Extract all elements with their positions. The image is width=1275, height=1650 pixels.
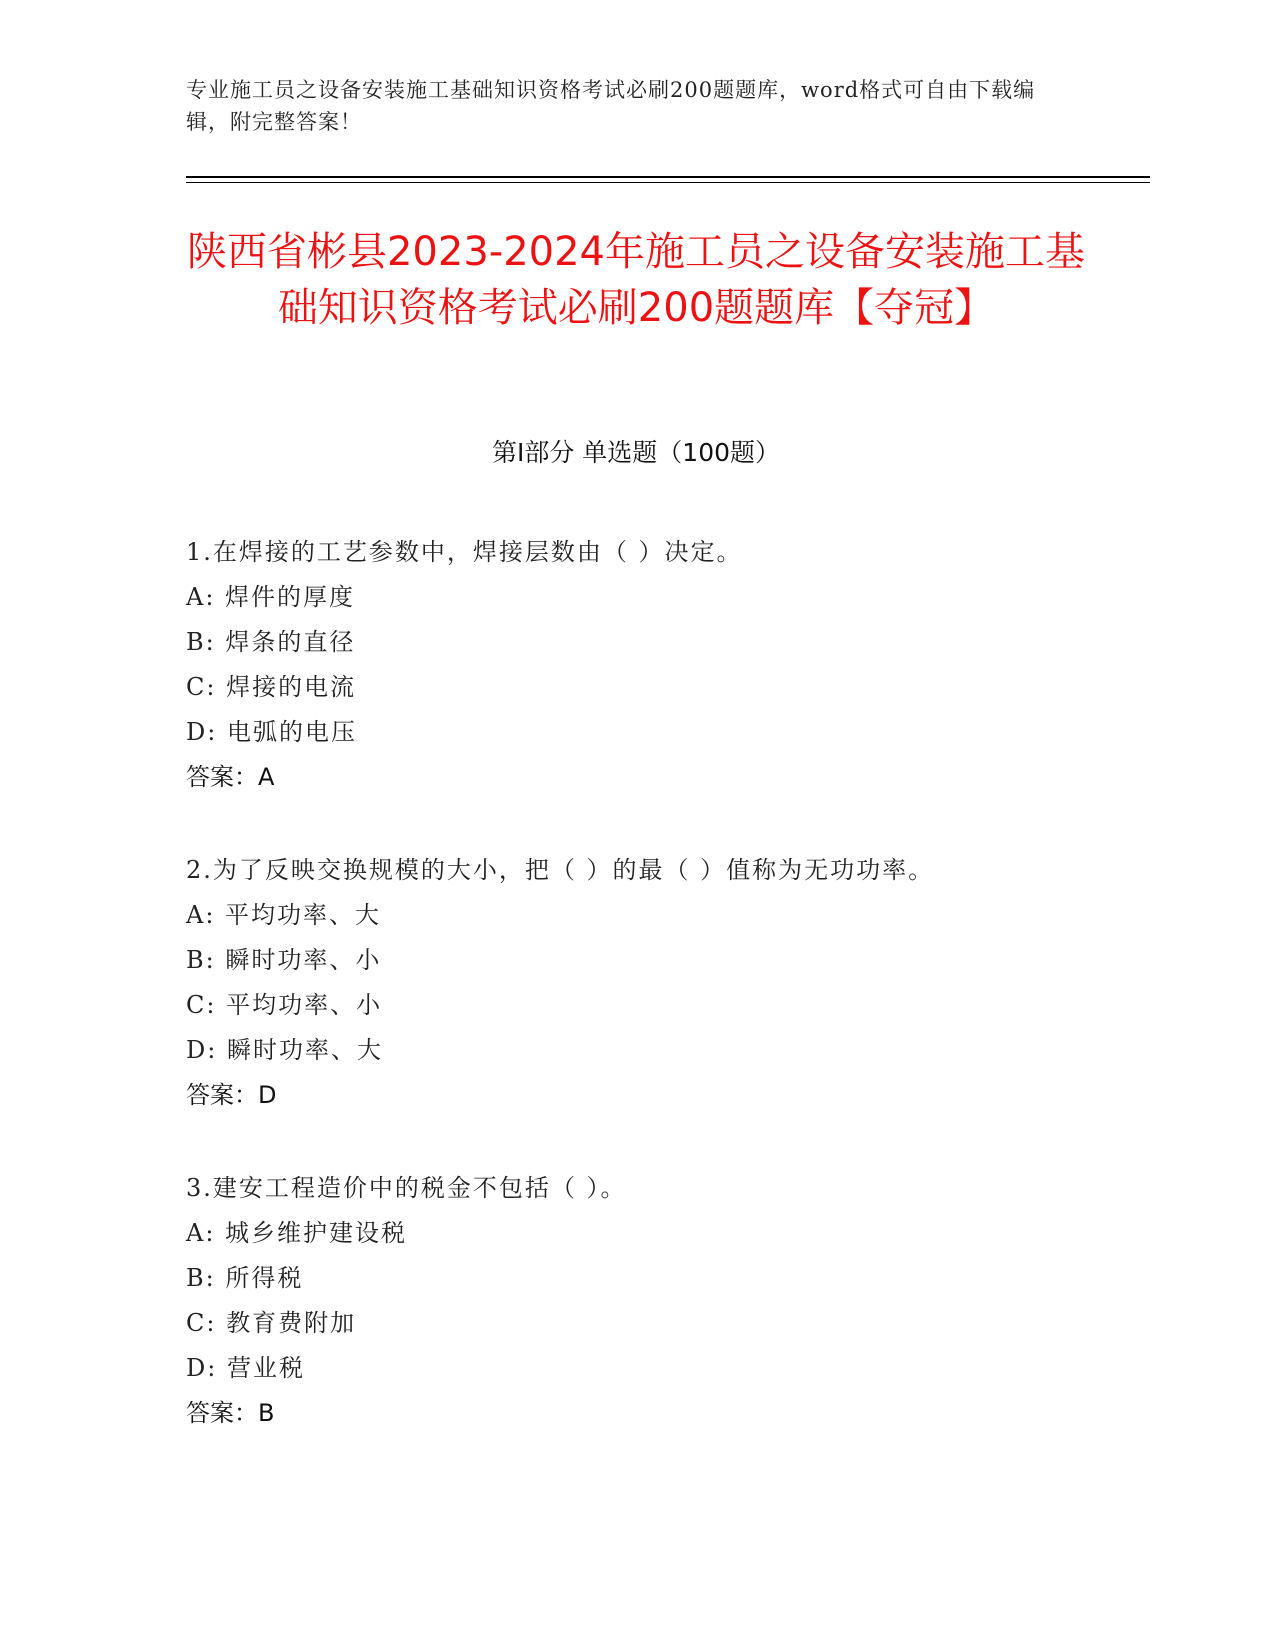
option-c: C: 平均功率、小	[186, 991, 383, 1019]
answer: 答案：A	[186, 763, 275, 791]
option-c: C: 教育费附加	[186, 1309, 357, 1337]
question-stem: 1.在焊接的工艺参数中，焊接层数由（ ）决定。	[186, 538, 743, 566]
question-stem: 2.为了反映交换规模的大小，把（ ）的最（ ）值称为无功功率。	[186, 856, 935, 884]
option-b: B: 瞬时功率、小	[186, 946, 382, 974]
option-d: D: 瞬时功率、大	[186, 1036, 383, 1064]
question-list	[186, 530, 1150, 1484]
option-a: A: 城乡维护建设税	[186, 1219, 408, 1247]
document-title: 陕西省彬县2023-2024年施工员之设备安装施工基础知识资格考试必刷200题题库【夺冠】	[186, 229, 1086, 331]
header-rule-thick	[186, 176, 1150, 178]
option-a: A: 焊件的厚度	[186, 583, 356, 611]
answer: 答案：B	[186, 1399, 275, 1427]
option-d: D: 电弧的电压	[186, 718, 357, 746]
option-c: C: 焊接的电流	[186, 673, 357, 701]
answer: 答案：D	[186, 1081, 277, 1109]
question-3	[186, 1166, 1150, 1484]
question-2	[186, 848, 1150, 1166]
option-b: B: 焊条的直径	[186, 628, 356, 656]
option-a: A: 平均功率、大	[186, 901, 382, 929]
question-stem: 3.建安工程造价中的税金不包括（ ）。	[186, 1174, 627, 1202]
option-d: D: 营业税	[186, 1354, 305, 1382]
option-b: B: 所得税	[186, 1264, 304, 1292]
header-note: 专业施工员之设备安装施工基础知识资格考试必刷200题题库，word格式可自由下载编辑，附完整答案！	[186, 78, 1036, 134]
section-heading: 第I部分 单选题（100题）	[491, 438, 781, 467]
question-1	[186, 530, 1150, 848]
header-rule-thin	[186, 182, 1150, 183]
